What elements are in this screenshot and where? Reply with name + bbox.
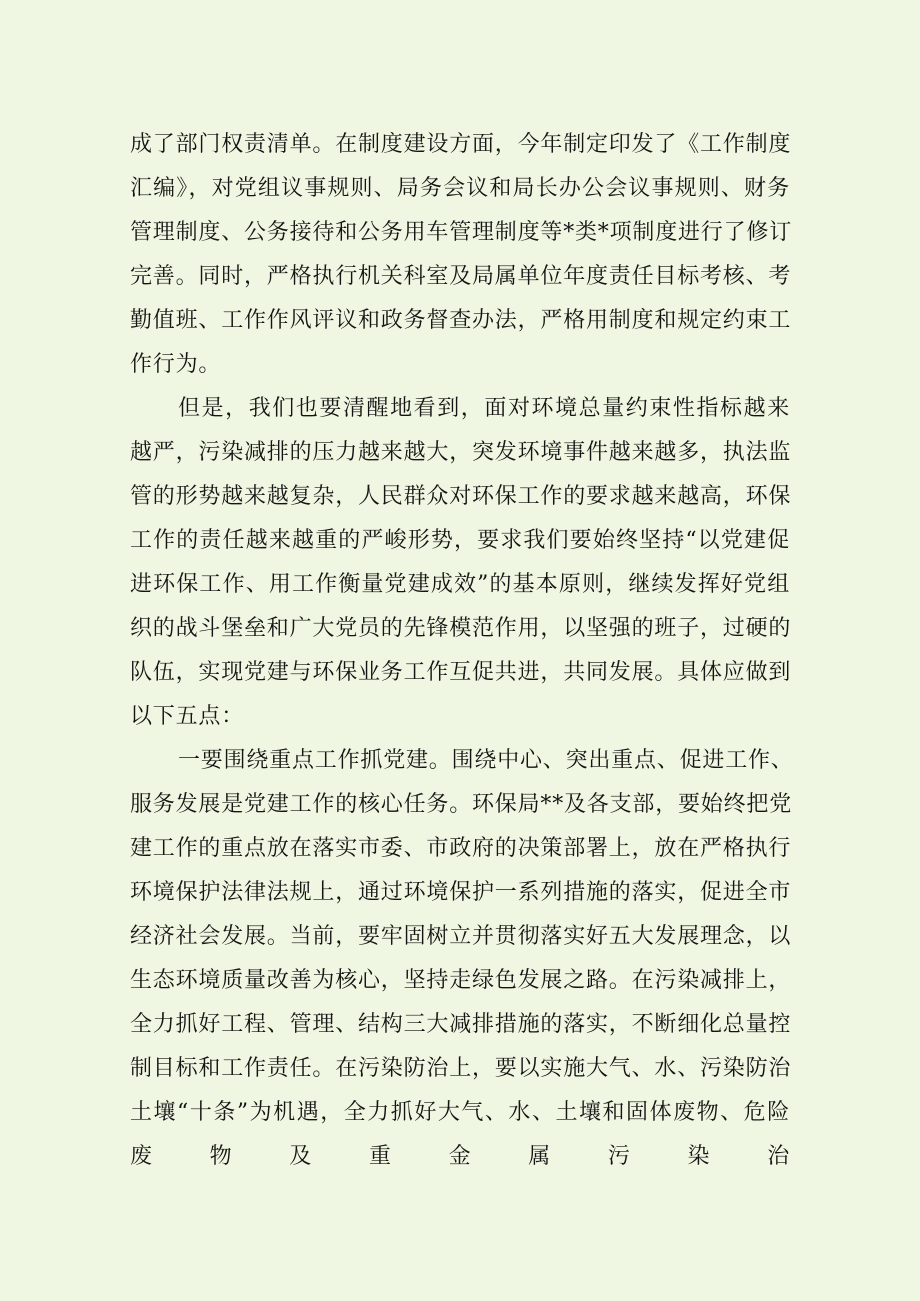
text-line: 队伍，实现党建与环保业务工作互促共进，共同发展。具体应做到 — [130, 660, 792, 685]
text-line: 越严，污染减排的压力越来越大，突发环境事件越来越多，执法监 — [130, 440, 792, 465]
text-line: 进环保工作、用工作衡量党建成效”的基本原则，继续发挥好党组 — [130, 572, 790, 597]
text-line: 作行为。 — [130, 352, 222, 377]
text-line: 建工作的重点放在落实市委、市政府的决策部署上，放在严格执行 — [130, 836, 792, 861]
text-line: 完善。同时，严格执行机关科室及局属单位年度责任目标考核、考 — [130, 264, 792, 289]
text-line: 土壤“十条”为机遇，全力抓好大气、水、土壤和固体废物、危险 — [130, 1100, 790, 1125]
text-line: 制目标和工作责任。在污染防治上，要以实施大气、水、污染防治 — [130, 1056, 792, 1081]
text-line: 经济社会发展。当前，要牢固树立并贯彻落实好五大发展理念，以 — [130, 924, 792, 949]
text-line: 废 物 及 重 金 属 污 染 治 — [130, 1144, 790, 1169]
text-line: 全力抓好工程、管理、结构三大减排措施的落实，不断细化总量控 — [130, 1012, 792, 1037]
text-line: 服务发展是党建工作的核心任务。环保局**及各支部，要始终把党 — [130, 792, 793, 817]
text-line: 一要围绕重点工作抓党建。围绕中心、突出重点、促进工作、 — [178, 748, 794, 773]
text-line: 环境保护法律法规上，通过环境保护一系列措施的落实，促进全市 — [130, 880, 792, 905]
text-line: 织的战斗堡垒和广大党员的先锋模范作用，以坚强的班子，过硬的 — [130, 616, 792, 641]
text-line: 管理制度、公务接待和公务用车管理制度等*类*项制度进行了修订 — [130, 220, 793, 245]
text-line: 生态环境质量改善为核心，坚持走绿色发展之路。在污染减排上， — [130, 968, 792, 993]
text-line: 勤值班、工作作风评议和政务督查办法，严格用制度和规定约束工 — [130, 308, 792, 333]
text-line: 工作的责任越来越重的严峻形势，要求我们要始终坚持“以党建促 — [130, 528, 790, 553]
text-line: 但是，我们也要清醒地看到，面对环境总量约束性指标越来 — [178, 396, 790, 421]
text-line: 以下五点： — [130, 704, 245, 729]
text-line: 汇编》，对党组议事规则、局务会议和局长办公会议事规则、财务 — [130, 176, 790, 201]
text-line: 成了部门权责清单。在制度建设方面，今年制定印发了《工作制度 — [130, 132, 792, 157]
text-line: 管的形势越来越复杂，人民群众对环保工作的要求越来越高，环保 — [130, 484, 792, 509]
